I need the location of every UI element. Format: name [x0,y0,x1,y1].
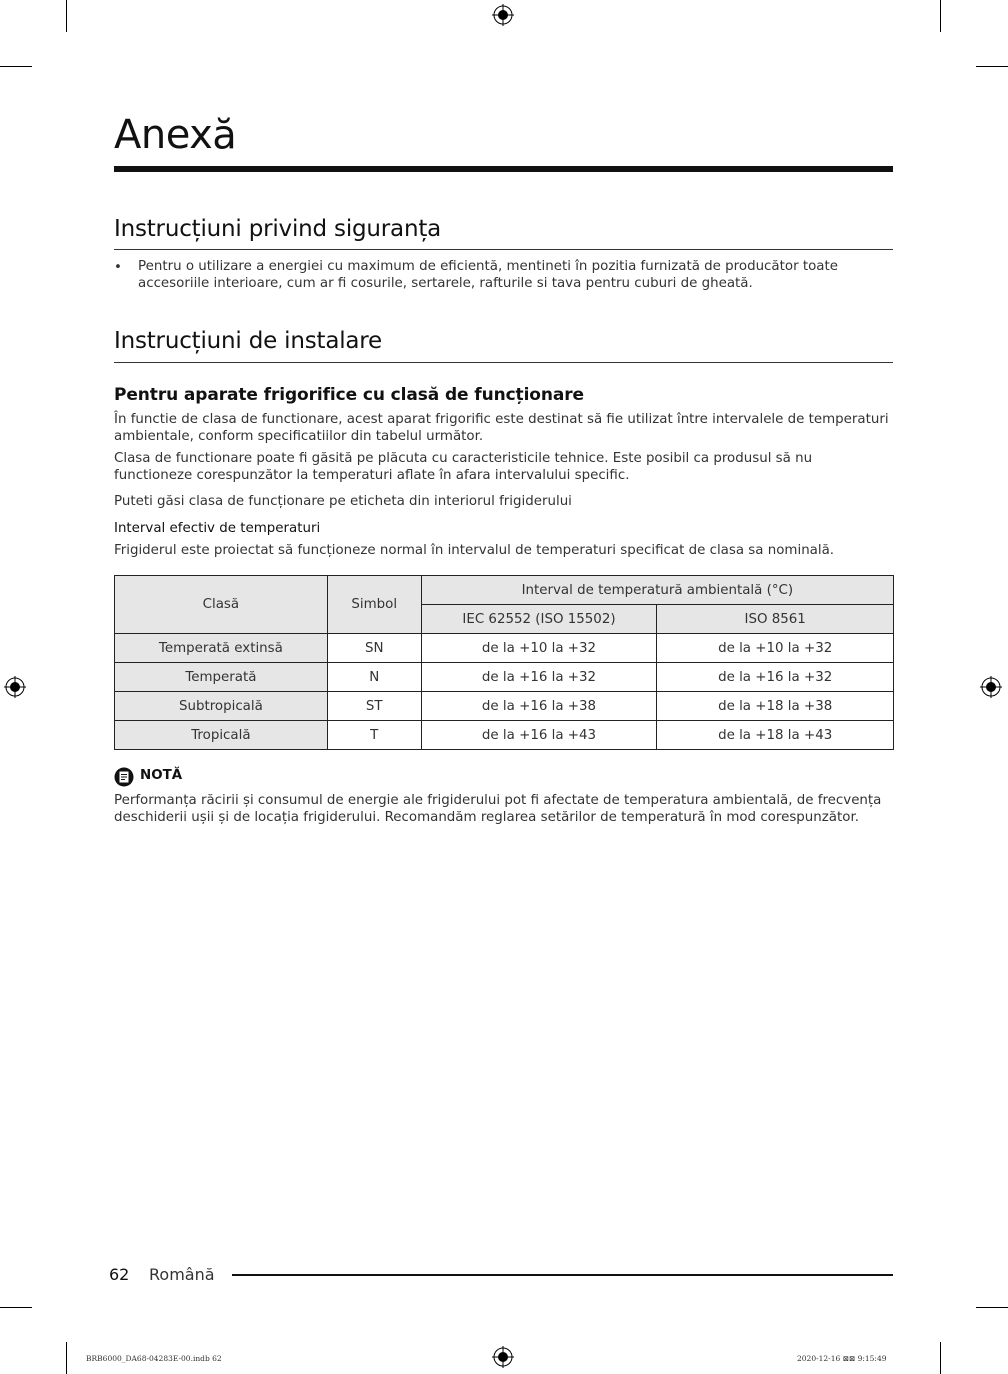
registration-mark-icon [980,676,1002,698]
table-header-class: Clasă [115,576,328,634]
table-cell-iec: de la +16 la +38 [421,692,657,721]
table-cell-class: Temperată [115,663,328,692]
table-cell-iec: de la +16 la +32 [421,663,657,692]
table-cell-iso: de la +18 la +38 [657,692,894,721]
table-cell-symbol: SN [327,634,421,663]
table-cell-iec: de la +16 la +43 [421,721,657,750]
print-timestamp: 2020-12-16 ⊠⊠ 9:15:49 [797,1354,887,1363]
crop-mark [940,1342,941,1374]
table-header-range: Interval de temperatură ambientală (°C) [421,576,893,605]
table-cell-class: Subtropicală [115,692,328,721]
page-language: Română [149,1265,215,1284]
note-icon [114,767,134,787]
install-subheading: Pentru aparate frigorifice cu clasă de funcționare [114,385,584,405]
safety-heading: Instrucțiuni privind siguranța [114,216,442,242]
crop-mark [976,1307,1008,1308]
crop-mark [66,0,67,32]
section-divider [114,249,893,250]
crop-mark [0,1307,32,1308]
safety-bullet-text: Pentru o utilizare a energiei cu maximum de eficientă, mentineti în pozitia furnizată de producător toate accesoriile interioare, cum ar fi cosurile, sertarele, rafturile si tava pentru cuburi de gheată. [138,259,838,291]
install-paragraph-1: În functie de clasa de functionare, acest aparat frigorific este destinat să fie utilizat între intervalele de temperaturi ambientale, conform specificatiilor din tabelul următor. [114,412,889,444]
note-label: NOTĂ [140,768,183,783]
table-row [115,634,894,663]
range-title: Interval efectiv de temperaturi [114,521,321,536]
table-cell-iso: de la +18 la +43 [657,721,894,750]
registration-mark-icon [492,4,514,26]
install-paragraph-2: Clasa de functionare poate fi găsită pe plăcuta cu caracteristicile tehnice. Este posibil ca produsul să nu functioneze corespunzător la temperaturi aflate în afara intervalului specific. [114,451,813,483]
table-cell-class: Temperată extinsă [115,634,328,663]
note-text: Performanța răcirii și consumul de energie ale frigiderului pot fi afectate de temperatura ambientală, de frecvența deschiderii ușii și de locația frigiderului. Recomandăm reglarea setărilor de temperatură în mod corespunzător. [114,793,882,825]
table-row [115,663,894,692]
crop-mark [66,1342,67,1374]
registration-mark-icon [492,1346,514,1368]
table-cell-symbol: ST [327,692,421,721]
bullet-marker: • [114,260,122,275]
temperature-class-table [114,575,894,750]
table-row [115,721,894,750]
table-cell-iec: de la +10 la +32 [421,634,657,663]
crop-mark [0,66,32,67]
crop-mark [976,66,1008,67]
chapter-title: Anexă [114,112,237,158]
print-file-info: BRB6000_DA68-04283E-00.indb 62 [86,1354,222,1363]
install-heading: Instrucțiuni de instalare [114,328,383,354]
table-header-iso: ISO 8561 [657,605,894,634]
table-cell-symbol: N [327,663,421,692]
range-text: Frigiderul este proiectat să funcționeze normal în intervalul de temperaturi specificat de clasa sa nominală. [114,543,835,558]
table-cell-symbol: T [327,721,421,750]
crop-mark [940,0,941,32]
table-cell-class: Tropicală [115,721,328,750]
section-divider [114,362,893,363]
table-header-symbol: Simbol [327,576,421,634]
table-cell-iso: de la +16 la +32 [657,663,894,692]
table-cell-iso: de la +10 la +32 [657,634,894,663]
registration-mark-icon [4,676,26,698]
page-number: 62 [109,1265,130,1284]
chapter-divider [114,166,893,172]
footer-divider [232,1274,893,1276]
table-header-iec: IEC 62552 (ISO 15502) [421,605,657,634]
table-row [115,692,894,721]
install-paragraph-3: Puteti găsi clasa de funcționare pe eticheta din interiorul frigiderului [114,494,572,509]
